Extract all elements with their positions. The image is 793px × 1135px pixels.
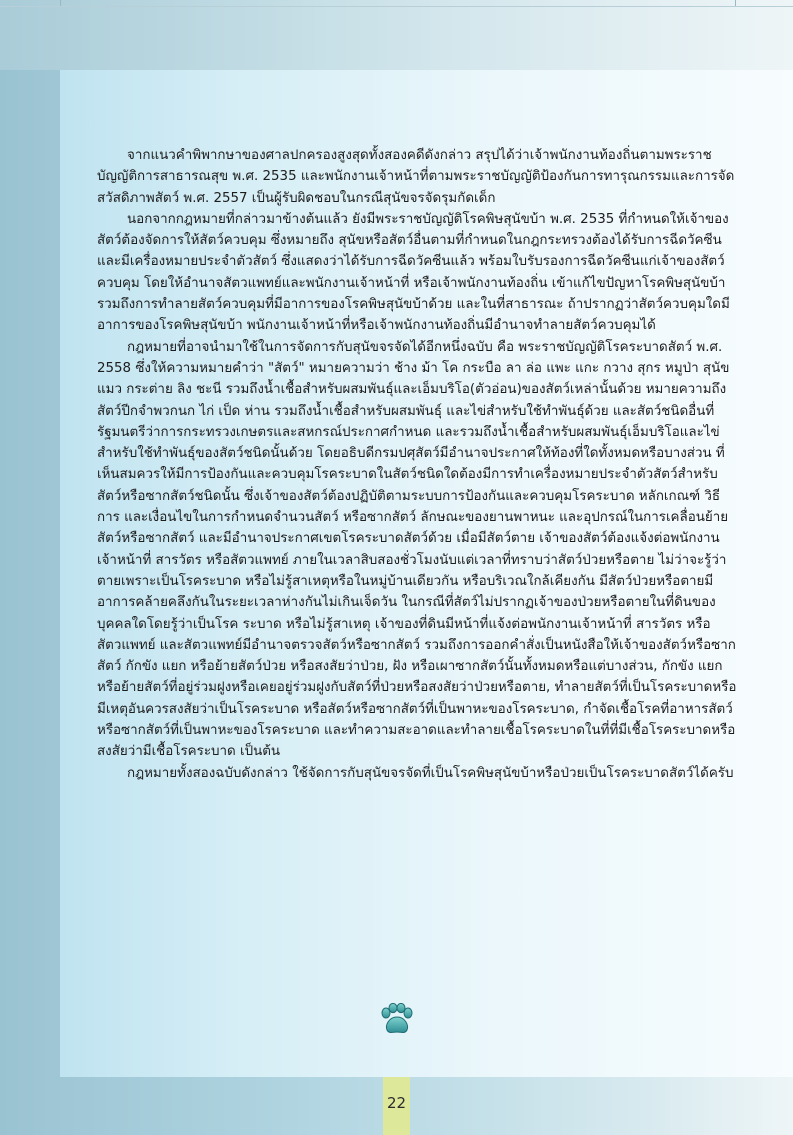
top-band: [0, 0, 793, 70]
page-number: 22: [386, 1094, 407, 1112]
paw-print-icon: [378, 1003, 416, 1037]
top-tick-left: [60, 0, 61, 6]
top-rule: [0, 6, 793, 7]
paragraph-2: นอกจากกฎหมายที่กล่าวมาข้างต้นแล้ว ยังมีพระราชบัญญัติโรคพิษสุนัขบ้า พ.ศ. 2535 ที่กำหนดให้เจ้าของสัตว์ต้องจัดการให้สัตว์ควบคุม ซึ่งหมายถึง สุนัขหรือสัตว์อื่นตามที่กำหนดในกฎกระทรวงต้องได้รับการฉีดวัคซีน และมีเครื่องหมายประจำตัวสัตว์ ซึ่งแสดงว่าได้รับการฉีดวัคซีนแล้ว พร้อมใบรับรองการฉีดวัคซีนแก่เจ้าของสัตว์ควบคุม โดยให้อำนาจสัตวแพทย์และพนักงานเจ้าหน้าที่ หรือเจ้าพนักงานท้องถิ่น เข้าแก้ไขปัญหาโรคพิษสุนัขบ้า รวมถึงการทำลายสัตว์ควบคุมที่มีอาการของโรคพิษสุนัขบ้าด้วย และในที่สาธารณะ ถ้าปรากฏว่าสัตว์ควบคุมใดมีอาการของโรคพิษสุนัขบ้า พนักงานเจ้าหน้าที่หรือเจ้าพนักงานท้องถิ่นมีอำนาจทำลายสัตว์ควบคุมได้: [97, 211, 730, 334]
paragraph-3: กฎหมายที่อาจนำมาใช้ในการจัดการกับสุนัขจรจัดได้อีกหนึ่งฉบับ คือ พระราชบัญญัติโรคระบาดสัตว์ พ.ศ. 2558 ซึ่งให้ความหมายคำว่า "สัตว์" หมายความว่า ช้าง ม้า โค กระบือ ลา ล่อ แพะ แกะ กวาง สุกร หมูป่า สุนัข แมว กระต่าย ลิง ชะนี รวมถึงน้ำเชื้อสำหรับผสมพันธุ์และเอ็มบริโอ(ตัวอ่อน)ของสัตว์เหล่านั้นด้วย หมายความถึงสัตว์ปีกจำพวกนก ไก่ เป็ด ห่าน รวมถึงน้ำเชื้อสำหรับผสมพันธุ์ และไข่สำหรับใช้ทำพันธุ์ด้วย และสัตว์ชนิดอื่นที่รัฐมนตรีว่าการกระทรวงเกษตรและสหกรณ์ประกาศกำหนด และรวมถึงน้ำเชื้อสำหรับผสมพันธุ์เอ็มบริโอและไข่ สำหรับใช้ทำพันธุ์ของสัตว์ชนิดนั้นด้วย โดยอธิบดีกรมปศุสัตว์มีอำนาจประกาศให้ท้องที่ใดทั้งหมดหรือบางส่วน ที่เห็นสมควรให้มีการป้องกันและควบคุมโรคระบาดในสัตว์ชนิดใดต้องมีการทำเครื่องหมายประจำตัวสัตว์สำหรับสัตว์หรือซากสัตว์ชนิดนั้น ซึ่งเจ้าของสัตว์ต้องปฏิบัติตามระบบการป้องกันและควบคุมโรคระบาด หลักเกณฑ์ วิธีการ และเงื่อนไขในการกำหนดจำนวนสัตว์ หรือซากสัตว์ ลักษณะของยานพาหนะ และอุปกรณ์ในการเคลื่อนย้ายสัตว์หรือซากสัตว์ และมีอำนาจประกาศเขตโรคระบาดสัตว์ด้วย เมื่อมีสัตว์ตาย เจ้าของสัตว์ต้องแจ้งต่อพนักงานเจ้าหน้าที่ สารวัตร หรือสัตวแพทย์ ภายในเวลาสิบสองชั่วโมงนับแต่เวลาที่ทราบว่าสัตว์ป่วยหรือตาย ไม่ว่าจะรู้ว่าตายเพราะเป็นโรคระบาด หรือไม่รู้สาเหตุหรือในหมู่บ้านเดียวกัน หรือบริเวณใกล้เคียงกัน มีสัตว์ป่วยหรือตายมีอาการคล้ายคลึงกันในระยะเวลาห่างกันไม่เกินเจ็ดวัน ในกรณีที่สัตว์ไม่ปรากฏเจ้าของป่วยหรือตายในที่ดินของบุคคลใดโดยรู้ว่าเป็นโรค ระบาด หรือไม่รู้สาเหตุ เจ้าของที่ดินมีหน้าที่แจ้งต่อพนักงานเจ้าหน้าที่ สารวัตร หรือสัตวแพทย์ และสัตวแพทย์มีอำนาจตรวจสัตว์หรือซากสัตว์ รวมถึงการออกคำสั่งเป็นหนังสือให้เจ้าของสัตว์หรือซากสัตว์ กักขัง แยก หรือย้ายสัตว์ป่วย หรือสงสัยว่าป่วย, ฝัง หรือเผาซากสัตว์นั้นทั้งหมดหรือแต่บางส่วน, กักขัง แยก หรือย้ายสัตว์ที่อยู่ร่วมฝูงหรือเคยอยู่ร่วมฝูงกับสัตว์ที่ป่วยหรือสงสัยว่าป่วยหรือตาย, ทำลายสัตว์ที่เป็นโรคระบาดหรือมีเหตุอันควรสงสัยว่าเป็นโรคระบาด หรือสัตว์หรือซากสัตว์ที่เป็นพาหะของโรคระบาด, กำจัดเชื้อโรคที่อาหารสัตว์หรือซากสัตว์ที่เป็นพาหะของโรคระบาด และทำความสะอาดและทำลายเชื้อโรคระบาดในที่ที่มีเชื้อโรคระบาดหรือสงสัยว่ามีเชื้อโรคระบาด เป็นต้น: [97, 339, 737, 760]
body-text: [97, 145, 737, 784]
top-tick-right: [735, 0, 736, 6]
paragraph-4: กฎหมายทั้งสองฉบับดังกล่าว ใช้จัดการกับสุนัขจรจัดที่เป็นโรคพิษสุนัขบ้าหรือป่วยเป็นโรคระบาดสัตว์ได้ครับ: [127, 765, 734, 781]
paragraph-1: จากแนวคำพิพากษาของศาลปกครองสูงสุดทั้งสองคดีดังกล่าว สรุปได้ว่าเจ้าพนักงานท้องถิ่นตามพระราชบัญญัติการสาธารณสุข พ.ศ. 2535 และพนักงานเจ้าหน้าที่ตามพระราชบัญญัติป้องกันการทารุณกรรมและการจัดสวัสดิภาพสัตว์ พ.ศ. 2557 เป็นผู้รับผิดชอบในกรณีสุนัขจรจัดรุมกัดเด็ก: [97, 148, 735, 206]
